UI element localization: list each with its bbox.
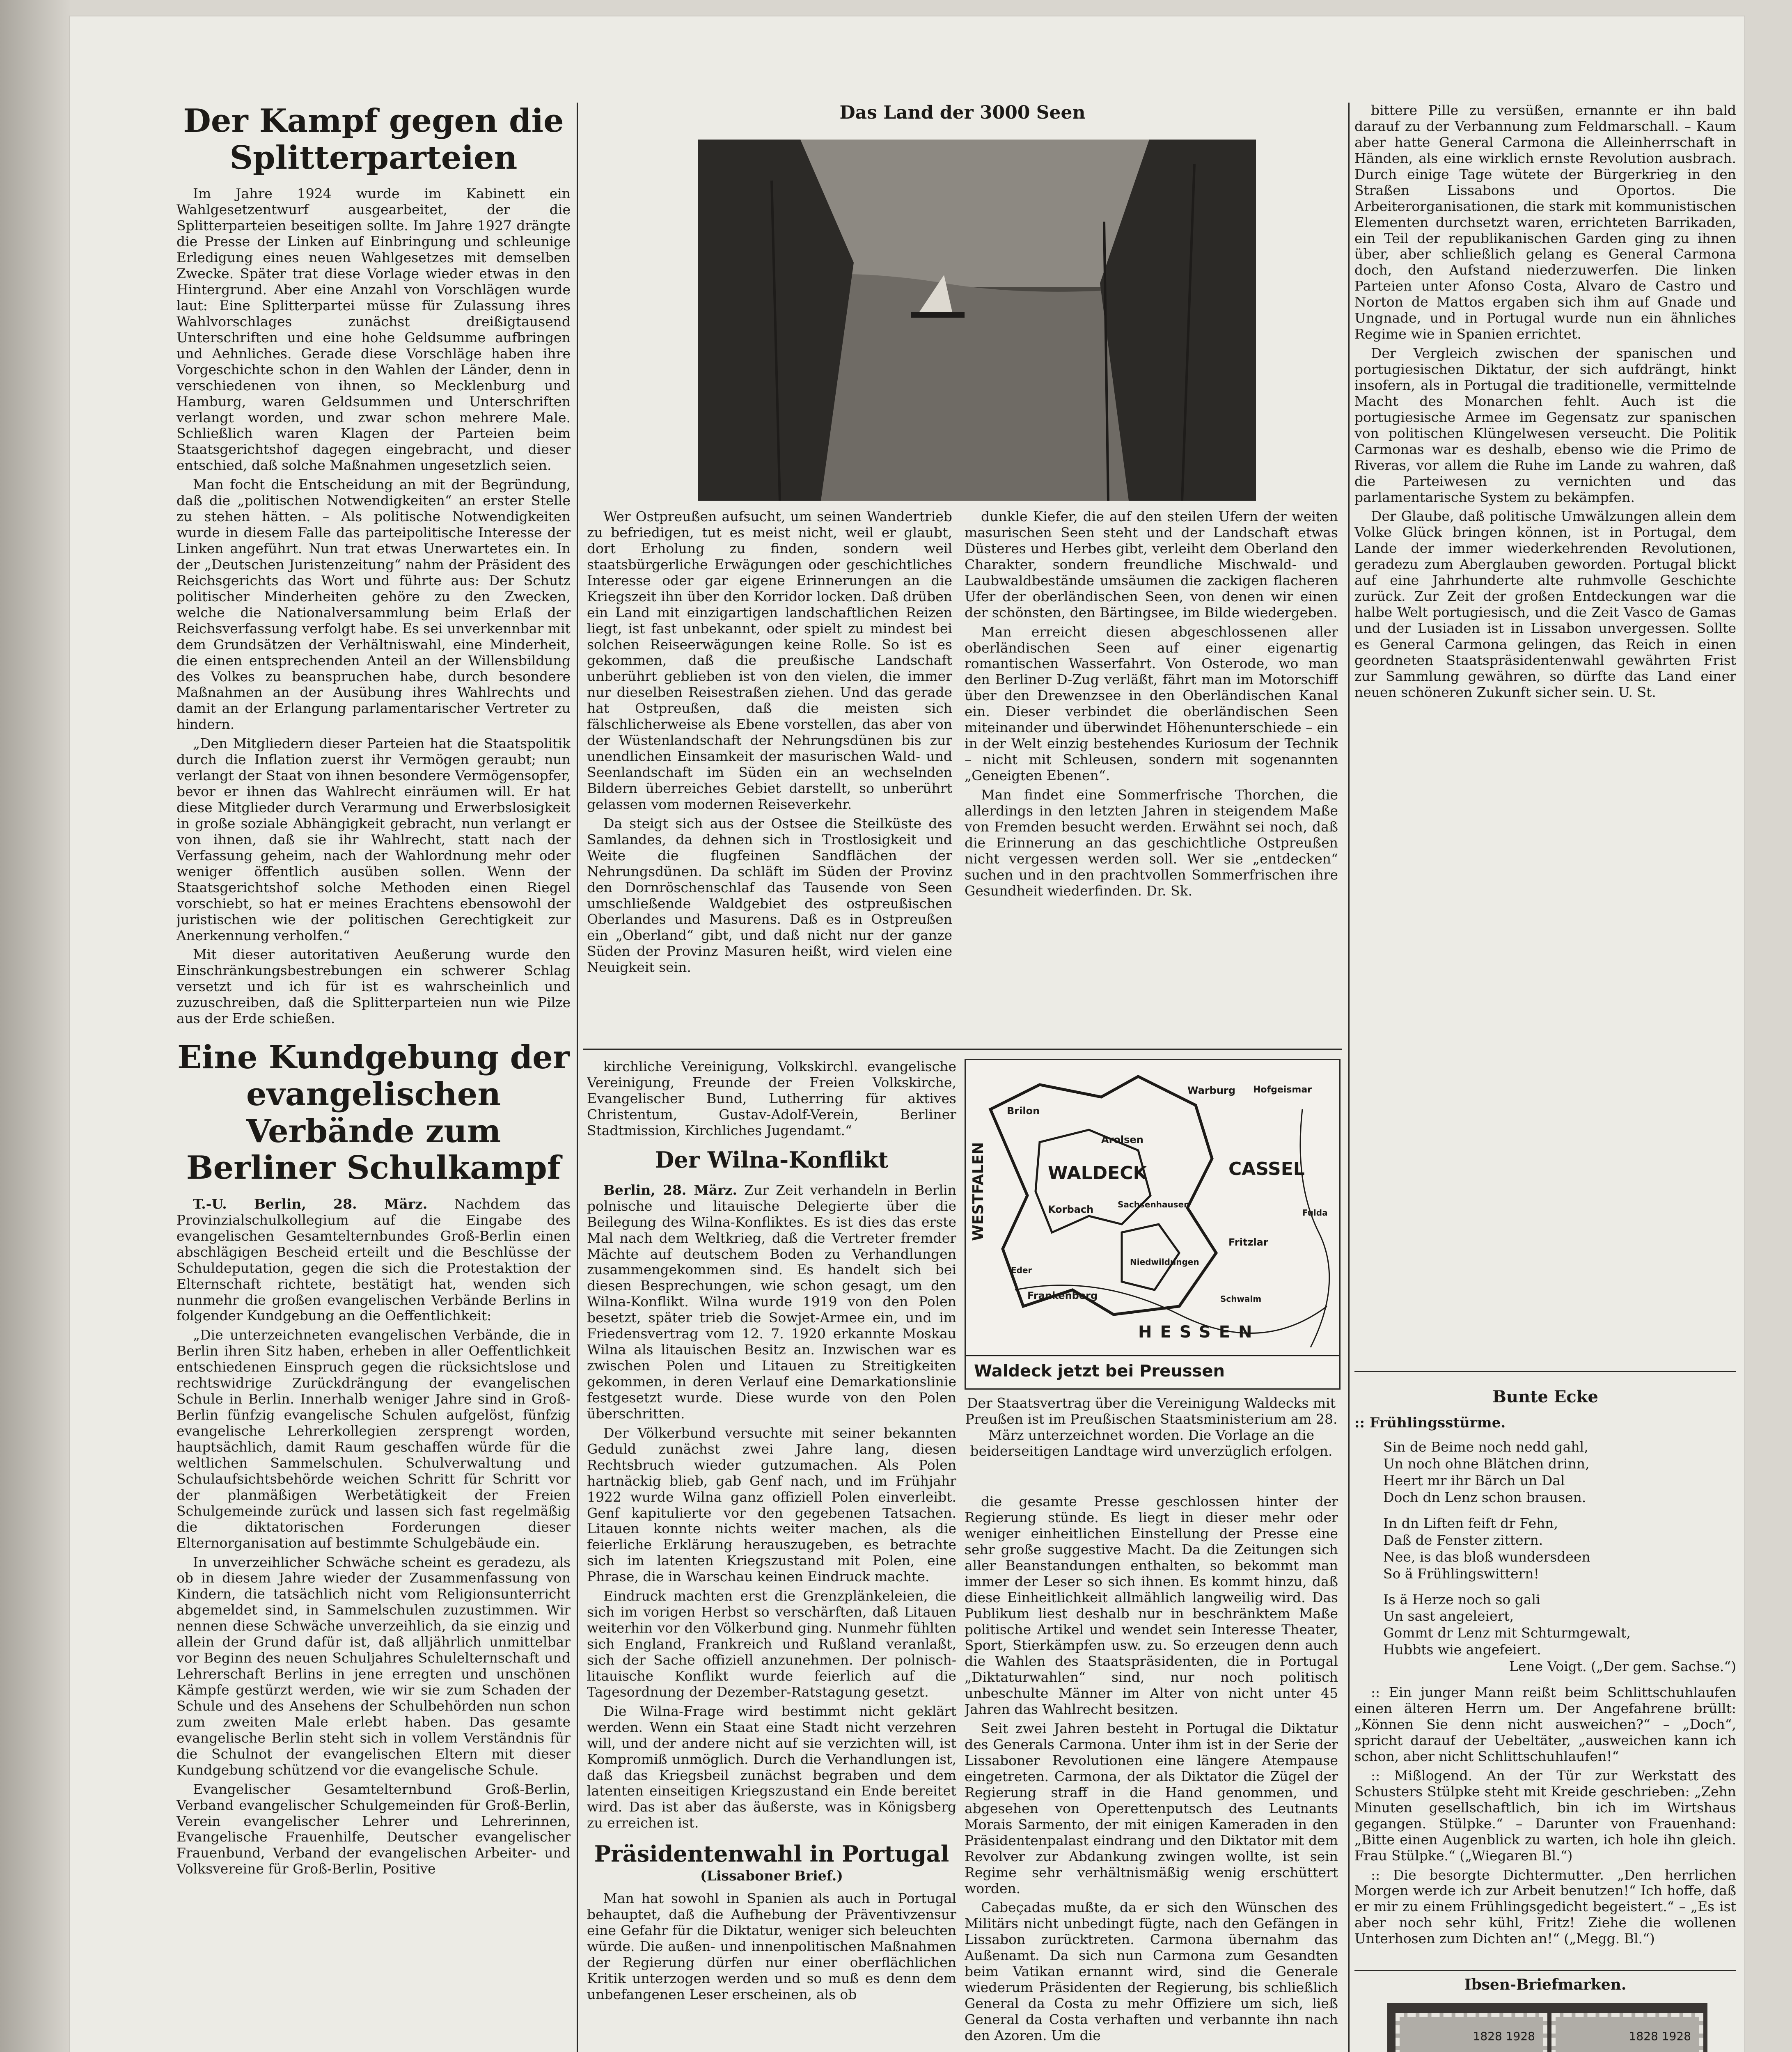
paragraph: „Den Mitgliedern dieser Parteien hat die Staatspolitik durch die Inflation zuerst ihr Vermögen geraubt; nun verlangt der Staat von ihnen besondere Vermögensopfer, bevor er ihnen das Wahlrecht einräumen will. Er hat diese Mitglieder durch Verarmung und Erwerbslosigkeit in große soziale Abhängigkeit gebracht, nun verlangt er von ihnen, daß sie ihr Wahlrecht, statt nach der Verfassung geheim, nach der Wahlordnung mehr oder weniger öffentlich ausüben sollen. Wenn der Staatsgerichtshof solche Methoden einen Riegel vorschiebt, so hat er meines Erachtens ebensowohl der juristischen wie der politischen Gerechtigkeit zur Anerkennung verholfen.“ <box>176 735 571 944</box>
map-label: Arolsen <box>1101 1134 1143 1145</box>
headline-kundgebung: Eine Kundgebung der evangelischen Verbände zum Berliner Schulkampf <box>177 1039 570 1187</box>
poem-line: Hubbts wie angefeiert. <box>1383 1642 1541 1658</box>
paragraph: Zur Zeit verhandeln in Berlin polnische und litauische Delegierte über die Beilegung des Wilna-Konfliktes. Es ist dies das erste Mal nach dem Weltkrieg, daß die Vertreter fremder Mächte auf deutschem Boden zu Verhandlungen zusammengekommen sind. Es handelt sich bei diesen Besprechungen, wie schon gesagt, um den Wilna-Konflikt. Wilna wurde 1919 von den Polen besetzt, später trieb die Sowjet-Armee ein, und im Friedensvertrag vom 12. 7. 1920 erkannte Moskau Wilna als litauischen Besitz an. Inzwischen war es zwischen Polen und Litauen zu Streitigkeiten gekommen, in deren Verlauf eine Demarkationslinie festgesetzt wurde. Diese wurde von den Polen überschritten. <box>587 1182 956 1422</box>
poem-line: Nee, is das bloß wundersdeen <box>1383 1548 1590 1565</box>
box-subtitle: :: Frühlingsstürme. <box>1354 1415 1506 1431</box>
map-label: Schwalm <box>1220 1294 1262 1304</box>
paragraph: dunkle Kiefer, die auf den steilen Ufern der weiten masurischen Seen steht und der Landschaft etwas Düsteres und Herbes gibt, verleiht dem Oberland den Charakter, sondern freundliche Mischwald- und Laubwaldbestände umsäumen die zackigen flacheren Ufer der oberländischen Seen, von denen wir einen der schönsten, den Bärtingsee, im Bilde wiedergeben. <box>965 509 1338 621</box>
column-center-right <box>965 509 1338 1042</box>
stamp-years: 1828 1928 <box>1473 2029 1535 2043</box>
section-rule <box>1354 1371 1736 1372</box>
map-label: Brilon <box>1007 1105 1040 1117</box>
column-center-lower-right <box>965 1494 1338 2052</box>
map-label: Sachsenhausen <box>1118 1200 1190 1209</box>
section-rule <box>583 1049 1342 1050</box>
poem-line: Is ä Herze noch so gali <box>1383 1591 1540 1608</box>
paragraph: In unverzeihlicher Schwäche scheint es geradezu, als ob in diesem Jahre wieder der Zusammenfassung von Kindern, die tatsächlich nicht vom Religionsunterricht abgemeldet sind, in Sammelschulen zuzustimmen. Wir nennen diese Schwäche unverzeihlich, da sie einzig und allein der Grund dafür ist, daß alljährlich unmittelbar vor Beginn des neuen Schuljahres Schulelternschaft und Lehrerschaft Berlins in jene erregten und unschönen Kämpfe gestürzt werden, wie wir sie zum Schaden der Schule und des Ansehens der Schulbehörden nun schon zum zweiten Male erlebt haben. Das gesamte evangelische Berlin steht sich in vollem Verständnis für die Schulnot der evangelischen Eltern mit dieser Kundgebung schützend vor die evangelische Schule. <box>176 1554 571 1778</box>
paragraph: Man findet eine Sommerfrische Thorchen, die allerdings in den letzten Jahren in steigendem Maße von Fremden besucht werden. Erwähnt sei noch, daß die Erinnerung an das geschichtliche Ostpreußen nicht vergessen werden soll. Wer sie „entdecken“ suchen und in den prachtvollen Sommerfrischen ihre Gesundheit wiederfinden. Dr. Sk. <box>965 786 1338 899</box>
joke: :: Ein junger Mann reißt beim Schlittschuhlaufen einen älteren Herrn um. Der Angefahrene brüllt: „Können Sie denn nicht ausweichen?“ – „Doch“, spricht darauf der Uebeltäter, „ausweichen kann ich schon, aber nicht Schlittschuhlaufen!“ <box>1354 1684 1736 1764</box>
stamp-10-ore <box>1396 2013 1547 2052</box>
paragraph: Die Wilna-Frage wird bestimmt nicht geklärt werden. Wenn ein Staat eine Stadt nicht verzehren will, und der andere nicht auf sie verzichten will, ist Kompromiß unmöglich. Durch die Verhandlungen ist, daß das Kriegsbeil zunächst begraben und dem latenten einseitigen Kriegszustand ein Ende bereitet wird. Das ist aber das äußerste, was in Königsberg zu erreichen ist. <box>587 1703 956 1831</box>
paragraph: Der Völkerbund versuchte mit seiner bekannten Geduld zunächst zwei Jahre lang, diesen Rechtsbruch wieder gutzumachen. Als Polen hartnäckig blieb, gab Genf nach, und im Frühjahr 1922 wurde Wilna ganz offiziell Polen einverleibt. Genf kapitulierte vor den gegebenen Tatsachen. Litauen konnte nichts weiter machen, als die feierliche Erklärung herauszugeben, es betrachte sich im latenten Kriegszustand mit Polen, eine Phrase, die in Warschau keinen Eindruck machte. <box>587 1424 956 1585</box>
headline-3000-seen: Das Land der 3000 Seen <box>839 102 1086 123</box>
stamps-photo <box>1387 2003 1707 2052</box>
paragraph: Seit zwei Jahren besteht in Portugal die Diktatur des Generals Carmona. Unter ihm ist in der Serie der Lissaboner Revolutionen eine längere Atempause eingetreten. Carmona, der als Diktator die Zügel der Regierung straff in die Hand genommen, und abgesehen von Operettenputsch des Leutnants Morais Sarmento, der mit einigen Kameraden in den Präsidentenpalast eindrang und den Diktator mit dem Revolver zur Abdankung zwingen wollte, ist sein Regime sehr verhältnismäßig wenig erschüttert worden. <box>965 1720 1338 1896</box>
column-rule <box>1348 103 1350 2052</box>
paragraph: Man focht die Entscheidung an mit der Begründung, daß die „politischen Notwendigkeiten“ an erster Stelle zu stehen hätten. – Als politische Notwendigkeiten wurde in diesem Falle das parteipolitische Interesse der Linken angeführt. Nun trat etwas Unerwartetes ein. In der „Deutschen Juristenzeitung“ nahm der Präsident des Reichsgerichts das Wort und führte aus: Der Schutz politischer Minderheiten gehöre zu den Zwecken, welche die Nationalversammlung beim Erlaß der Reichsverfassung verfolgt habe. Es sei unverkennbar mit dem Grundsätzen der Verhältniswahl, eine Minderheit, die einen entsprechenden Anteil an der Willensbildung des Volkes zu beanspruchen habe, durch besondere Maßnahmen an der Ausübung ihres Wahlrechts und damit an der Erlangung parlamentarischer Vertreter zu hindern. <box>176 476 571 733</box>
poem-author: Lene Voigt. („Der gem. Sachse.“) <box>1509 1658 1736 1675</box>
poem-line: Gommt dr Lenz mit Schturmgewalt, <box>1383 1625 1631 1641</box>
column-left <box>176 103 571 2052</box>
paragraph: Mit dieser autoritativen Aeußerung wurde den Einschränkungsbestrebungen ein schwerer Schlag versetzt und ich für ist es wahrscheinlich und zuzuschreiben, daß die Splitterparteien nun wie Pilze aus der Erde schießen. <box>176 946 571 1027</box>
paragraph: „Die unterzeichneten evangelischen Verbände, die in Berlin ihren Sitz haben, erheben in aller Oeffentlichkeit entschiedenen Einspruch gegen die rücksichtslose und rechtswidrige Zurückdrängung der evangelischen Schule in Berlin. Innerhalb weniger Jahre sind in Groß-Berlin fünfzig evangelische Schulen aufgelöst, fünfzig evangelische Lehrerkollegien zersprengt worden, hauptsächlich, damit Raum geschaffen würde für die weltlichen Sammelschulen. Schulverwaltung und Schulaufsichtsbehörde weichen Schritt für Schritt vor der planmäßigen Werbetätigkeit der Freien Schulgemeinde zurück und lassen sich fast regelmäßig die diktatorischen Forderungen dieser Elternorganisation auf bestimmte Schulgebäude ein. <box>176 1327 571 1551</box>
dateline: Berlin, 28. März. <box>603 1182 737 1198</box>
poem-line: Sin de Beime noch nedd gahl, <box>1383 1439 1588 1455</box>
binding-edge <box>0 0 70 2052</box>
poem-spacer <box>1354 1583 1736 1591</box>
headline-portugal: Präsidentenwahl in Portugal <box>594 1841 949 1867</box>
map-label: WALDECK <box>1048 1163 1147 1184</box>
section-header <box>587 103 1338 135</box>
headline-wilna: Der Wilna-Konflikt <box>655 1146 889 1173</box>
map-label: Fritzlar <box>1228 1237 1268 1248</box>
map-label: Fulda <box>1302 1208 1328 1218</box>
poem-line: Heert mr ihr Bärch un Dal <box>1383 1472 1565 1489</box>
stamps-title-box <box>1354 1976 1736 1997</box>
poem-line: In dn Liften feift dr Fehn, <box>1383 1515 1558 1531</box>
stamps-title: Ibsen-Briefmarken. <box>1464 1976 1627 1993</box>
paragraph: Im Jahre 1924 wurde im Kabinett ein Wahlgesetzentwurf ausgearbeitet, der die Splitterparteien beseitigen sollte. Im Jahre 1927 drängte die Presse der Linken auf Einbringung und schleunige Erledigung eines neuen Wahlgesetzes mit demselben Zwecke. Später trat diese Vorlage wieder etwas in den Hintergrund. Aber eine Anzahl von Vorschlägen wurde laut: Eine Splitterpartei müsse für Zulassung ihres Wahlvorschlages zunächst dreißigtausend Unterschriften und eine hohe Geldsumme aufbringen und Aehnliches. Gerade diese Vorschläge haben ihre Vorgeschichte schon in den Wahlen der Länder, denn in verschiedenen von ihnen, so Mecklenburg und Hamburg, waren Geldsummen und Unterschriften verlangt worden, und zwar schon mehrere Male. Schließlich waren Klagen der Parteien beim Staatsgerichtshof dagegen eingebracht, und dieser entschied, daß solche Maßnahmen ungesetzlich seien. <box>176 186 571 474</box>
poem-line: Un sast angeleiert, <box>1383 1608 1514 1624</box>
map-title: Waldeck jetzt bei Preussen <box>974 1362 1225 1381</box>
map-label: WESTFALEN <box>970 1142 987 1241</box>
paragraph: Nachdem das Provinzialschulkollegium auf die Eingabe des evangelischen Gesamtelternbundes Groß-Berlin einen abschlägigen Bescheid erteilt und die Beschlüsse der Schuldeputation, gegen die sich die Protestaktion der Elternschaft richtete, bestätigt hat, wenden sich nunmehr die großen evangelischen Verbände Berlins in folgender Kundgebung an die Oeffentlichkeit: <box>176 1195 571 1324</box>
paragraph: Der Vergleich zwischen der spanischen und portugiesischen Diktatur, der sich aufdrängt, hinkt insofern, als in Portugal die traditionelle, vermittelnde Macht des Monarchen fehlt. Auch ist die portugiesische Armee im Gegensatz zur spanischen von politischen Klüngelwesen verseucht. Die Politik Carmonas war es deshalb, ebenso wie die Primo de Riveras, vor allem die Ruhe im Lande zu wahren, daß die Parteiwesen zu vernichten und das parlamentarische System zu bekämpfen. <box>1354 345 1736 505</box>
paragraph: Cabeçadas mußte, da er sich den Wünschen des Militärs nicht unbedingt fügte, nach den Gefängen in Lissabon zurücktreten. Carmona übernahm das Außenamt. Da sich nun Carmona zum Gesandten beim Vatikan ernannt wird, sind die Generale wiederum Präsidenten der Regierung, bis schließlich General da Costa zu mehr Offiziere um sich, ließ General da Costa verhaften und verbannte ihn nach den Azoren. Um die <box>965 1899 1338 2043</box>
paragraph: bittere Pille zu versüßen, ernannte er ihn bald darauf zu der Verbannung zum Feldmarschall. – Kaum aber hatte General Carmona die Alleinherrschaft in Händen, als eine wirklich ernste Revolution ausbrach. Durch einige Tage wütete der Bürgerkrieg in den Straßen Lissabons und Oportos. Die Arbeiterorganisationen, die stark mit kommunistischen Elementen durchsetzt waren, errichteten Barrikaden, ein Teil der republikanischen Garden ging zu ihnen über, aber schließlich gelang es General Carmona doch, den Aufstand niederzuwerfen. Die linken Parteien unter Afonso Costa, Alvaro de Castro und Norton de Mattos ergaben sich ihm auf Gnade und Ungnade, und in Portugal wurde nun ein ähnliches Regime wie in Spanien errichtet. <box>1354 103 1736 342</box>
stamp-15-ore <box>1551 2013 1703 2052</box>
poem-line: So ä Frühlingswittern! <box>1383 1565 1539 1582</box>
paragraph: Da steigt sich aus der Ostsee die Steilküste des Samlandes, da dehnen sich in Trostlosigkeit und Weite die flugfeinen Sandflächen der Nehrungsdünen. Da schläft im Süden der Provinz den Dornröschenschlaf das Tausende von Seen umschließende Waldgebiet des ostpreußischen Oberlandes und Masurens. Daß es in Ostpreußen ein „Oberland“ gibt, und daß nicht nur der ganze Süden der Provinz Masuren heißt, wird vielen eine Neuigkeit sein. <box>587 815 952 976</box>
map-label: Warburg <box>1187 1085 1235 1096</box>
map-label: CASSEL <box>1228 1159 1305 1179</box>
section-rule <box>1354 1970 1736 1971</box>
column-center-lower-left <box>587 1059 956 2052</box>
lake-landscape-image <box>698 140 1256 501</box>
map-label: Niedwildungen <box>1130 1257 1199 1267</box>
map-caption-box <box>965 1395 1338 1463</box>
joke: :: Mißlogend. An der Tür zur Werkstatt des Schusters Stülpke steht mit Kreide geschrieben: „Zehn Minuten gesellschaftlich, bin ich im Wirtshaus gegangen. Stülpke.“ – Darunter von Frauenhand: „Bitte einen Augenblick zu warten, ich hole ihn gleich. Frau Stülpke.“ („Wiegaren Bl.“) <box>1354 1767 1736 1864</box>
poem-spacer <box>1354 1507 1736 1515</box>
poem <box>1354 1439 1736 1675</box>
poem-line: Un noch ohne Blätchen drinn, <box>1383 1455 1590 1472</box>
map-label: Frankenberg <box>1027 1290 1098 1301</box>
column-center-left <box>587 509 952 1042</box>
map-label: Korbach <box>1048 1204 1094 1215</box>
map-label: Hofgeismar <box>1253 1085 1312 1095</box>
bunte-ecke-box <box>1354 1383 1736 1966</box>
map-caption: Der Staatsvertrag über die Vereinigung Waldecks mit Preußen ist im Preußischen Staatsministerium am 28. März unterzeichnet worden. Die Vorlage an die beiderseitigen Landtage wird unverzüglich erfolgen. <box>965 1395 1338 1459</box>
headline-splitterparteien: Der Kampf gegen die Splitterparteien <box>183 103 564 176</box>
map-label: Eder <box>1011 1265 1032 1275</box>
paragraph: Man hat sowohl in Spanien als auch in Portugal behauptet, daß die Aufhebung der Präventivzensur eine Gefahr für die Diktatur, weniger sich beleuchten würde. Die außen- und innenpolitischen Maßnahmen der Regierung dürfen nur einer oberflächlichen Kritik unterzogen werden und so muß es denn dem unbefangenen Leser erscheinen, als ob <box>587 1890 956 2002</box>
poem-line: Daß de Fenster zittern. <box>1383 1532 1543 1548</box>
lake-photo <box>698 140 1256 501</box>
poem-line: Doch dn Lenz schon brausen. <box>1383 1489 1586 1505</box>
subheadline-portugal: (Lissaboner Brief.) <box>700 1868 843 1884</box>
joke: :: Die besorgte Dichtermutter. „Den herrlichen Morgen werde ich zur Arbeit benutzen!“ Ich hoffe, daß er mir zu einem Frühlingsgedicht begeistert.“ – „Es ist aber noch sehr kühl, Fritz! Ziehe die wollenen Unterhosen zum Dichten an!“ („Megg. Bl.“) <box>1354 1866 1736 1947</box>
paragraph: die gesamte Presse geschlossen hinter der Regierung stünde. Es liegt in dieser mehr oder weniger einheitlichen Einstellung der Presse eine sehr große suggestive Macht. Da die Zeitungen sich aller Beanstandungen enthalten, so bekommt man immer der Leser so sich ihnen. Es kommt hinzu, daß diese Einheitlichkeit allmählich langweilig wird. Das Publikum liest deshalb nur in beschränktem Maße politische Artikel und wendet sein Interesse Theater, Sport, Stierkämpfen usw. zu. So erzeugen denn auch die Wahlen des Staatspräsidenten, die in Portugal „Diktaturwahlen“ sind, nur noch politisch unbeschulte Männer im Alter von nicht unter 45 Jahren das Wahlrecht besitzen. <box>965 1494 1338 1718</box>
column-right-top <box>1354 103 1736 1363</box>
column-rule <box>577 103 578 2052</box>
paragraph: Der Glaube, daß politische Umwälzungen allein dem Volke Glück bringen können, ist in Portugal, dem Lande der immer wiederkehrenden Revolutionen, geradezu zum Aberglauben geworden. Portugal blickt auf eine Jahrhunderte alte ruhmvolle Geschichte zurück. Zur Zeit der großen Entdeckungen war die halbe Welt portugiesisch, und die Zeit Vasco de Gamas und der Lusiaden ist in Lissabon unvergessen. Sollte es General Carmona gelingen, das Reich in einen geordneten Staatspräsidentenwahl gewährten Frist zur Sammlung gewähren, so dürfte das Land einer neuen schöneren Zukunft sicher sein. U. St. <box>1354 508 1736 700</box>
paragraph: Man erreicht diesen abgeschlossenen aller oberländischen Seen auf einer eigenartig romantischen Wasserfahrt. Von Osterode, wo man den Berliner D-Zug verläßt, fährt man im Motorschiff über den Drewenzsee in den Oberländischen Kanal ein. Dieser verbindet die oberländischen Seen miteinander und überwindet Höhenunterschiede – ein in der Welt einzig bestehendes Kuriosum der Technik – nicht mit Schleusen, sondern mit sogenannten „Geneigten Ebenen“. <box>965 623 1338 783</box>
waldeck-map <box>965 1059 1341 1390</box>
dateline: T.-U. Berlin, 28. März. <box>193 1195 428 1212</box>
paragraph: Wer Ostpreußen aufsucht, um seinen Wandertrieb zu befriedigen, tut es meist nicht, weil er glaubt, dort Erholung zu finden, sondern weil staatsbürgerliche Erwägungen oder geschichtliches Interesse oder gar eigene Erinnerungen an die Kriegszeit ihn über den Korridor locken. Daß drüben ein Land mit einzigartigen landschaftlichen Reizen liegt, ist fast unbekannt, oder spielt zu mindest bei solchen Reiseerwägungen keine Rolle. So ist es gekommen, daß die preußische Landschaft unberührt geblieben ist von den vielen, die immer nur dieselben Reisestraßen ziehen. Und das gerade hat Ostpreußen, daß die meisten sich fälschlicherweise als Ebene vorstellen, das aber von der Wüstenlandschaft der Nehrungsdünen bis zur unendlichen Einsamkeit der masurischen Wald- und Seenlandschaft im Süden ein an wechselnden Bildern überreiches Gebiet darstellt, so unberührt gelassen vom modernen Reiseverkehr. <box>587 509 952 812</box>
paragraph: Eindruck machten erst die Grenzplänkeleien, die sich im vorigen Herbst so verschärften, daß Litauen weiterhin vor den Völkerbund ging. Nunmehr fühlten sich England, Frankreich und Rußland veranlaßt, sich der Sache offiziell anzunehmen. Der polnisch-litauische Konflikt wurde feierlich auf die Tagesordnung der Dezember-Ratstagung gesetzt. <box>587 1588 956 1700</box>
box-title: Bunte Ecke <box>1492 1387 1598 1406</box>
map-label: HESSEN <box>1138 1323 1260 1342</box>
paragraph: Evangelischer Gesamtelternbund Groß-Berlin, Verband evangelischer Schulgemeinden für Groß-Berlin, Verein evangelischer Lehrer und Lehrerinnen, Evangelische Frauenhilfe, Deutscher evangelischer Frauenbund, Verband der evangelischen Arbeiter- und Volksvereine für Groß-Berlin, Positive <box>176 1781 571 1877</box>
stamp-years: 1828 1928 <box>1629 2029 1691 2043</box>
paragraph: kirchliche Vereinigung, Volkskirchl. evangelische Vereinigung, Freunde der Freien Volkskirche, Evangelischer Bund, Lutherring für aktives Christentum, Gustav-Adolf-Verein, Berliner Stadtmission, Kirchliches Jugendamt.“ <box>587 1059 956 1138</box>
